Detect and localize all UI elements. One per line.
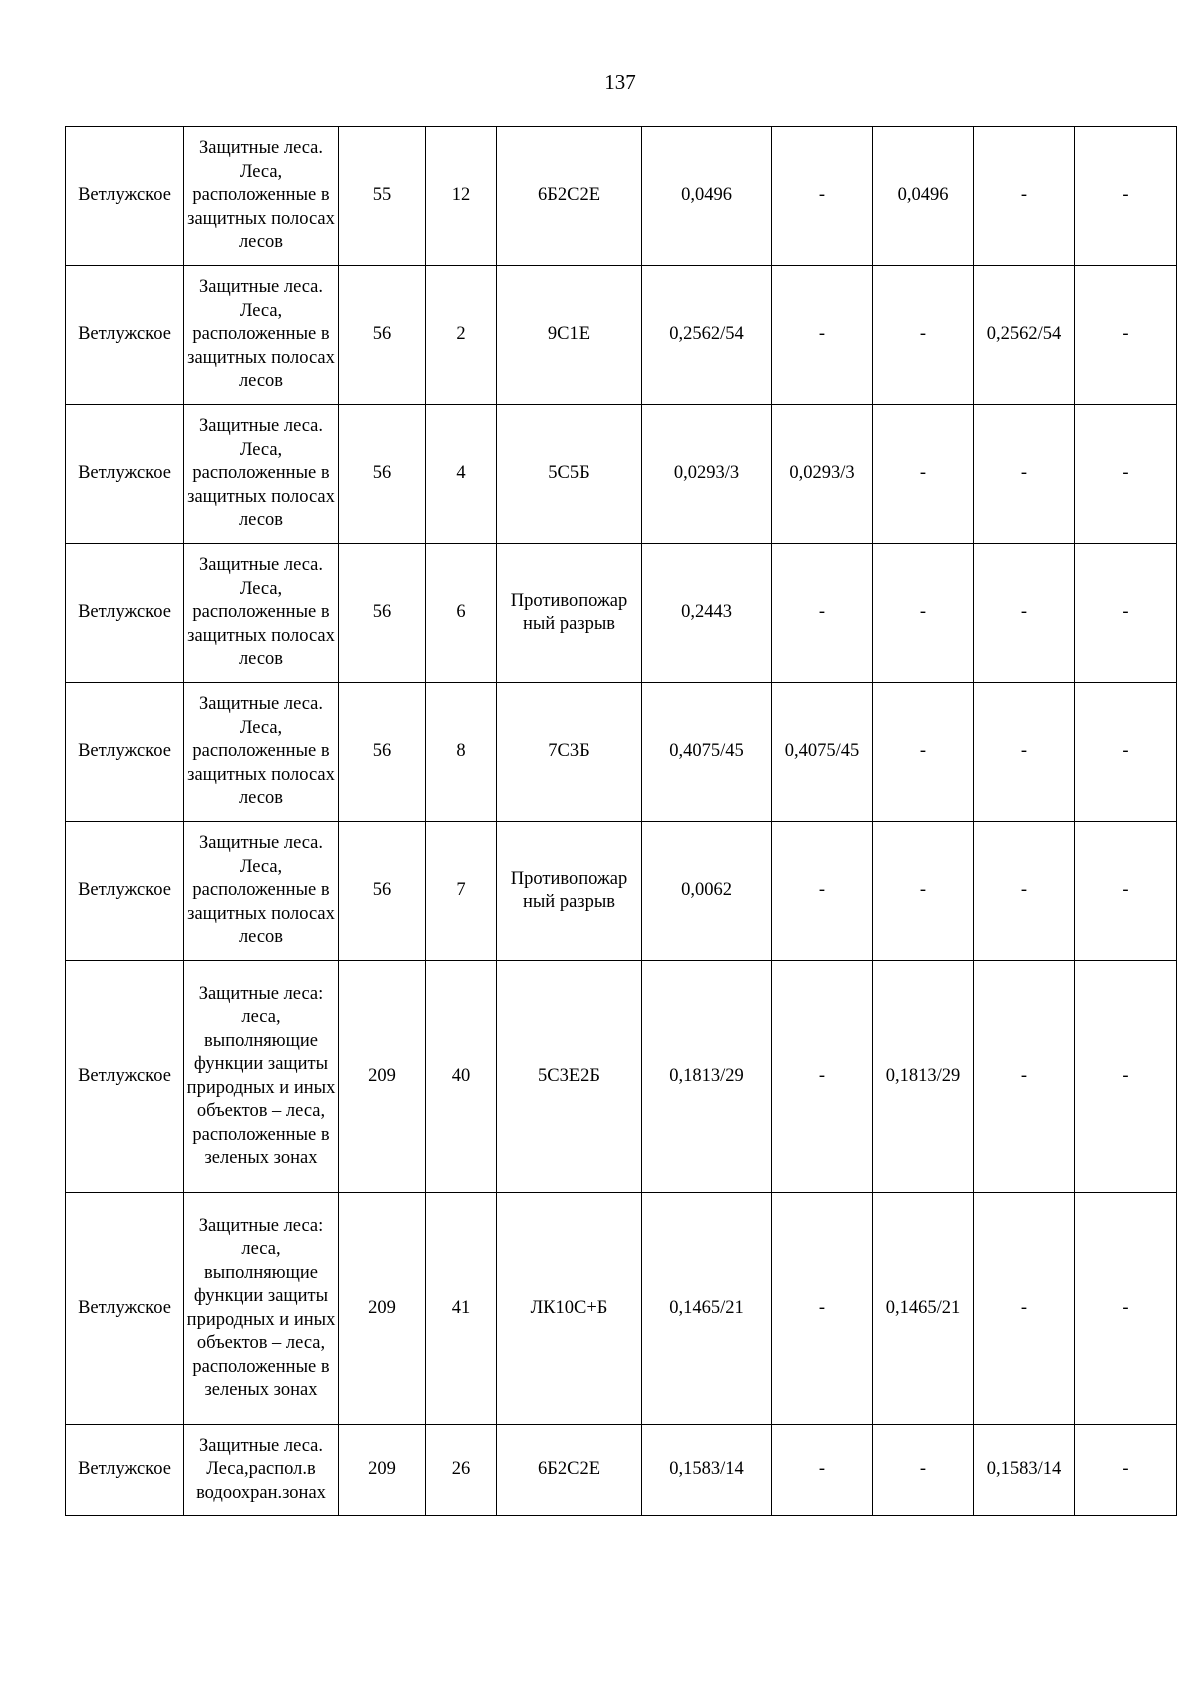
forestry-cell: Ветлужское — [66, 1425, 184, 1516]
area-cell: 0,2443 — [642, 544, 772, 683]
value-cell: - — [1075, 266, 1177, 405]
vydel-cell: 12 — [426, 127, 497, 266]
table-row — [66, 266, 1177, 405]
description-cell: Защитные леса. Леса, расположенные в защитных полосах лесов — [184, 822, 339, 961]
table-row — [66, 544, 1177, 683]
area-cell: 0,0293/3 — [642, 405, 772, 544]
value-cell: - — [873, 544, 974, 683]
kvartal-cell: 56 — [339, 683, 426, 822]
description-cell: Защитные леса: леса, выполняющие функции защиты природных и иных объектов – леса, расположенные в зеленых зонах — [184, 1193, 339, 1425]
value-cell: - — [974, 127, 1075, 266]
kvartal-cell: 56 — [339, 266, 426, 405]
value-cell: - — [873, 1425, 974, 1516]
kvartal-cell: 209 — [339, 961, 426, 1193]
kvartal-cell: 56 — [339, 544, 426, 683]
description-cell: Защитные леса. Леса,распол.в водоохран.зонах — [184, 1425, 339, 1516]
composition-cell: 5С3Е2Б — [497, 961, 642, 1193]
table-row — [66, 405, 1177, 544]
vydel-cell: 4 — [426, 405, 497, 544]
area-cell: 0,1813/29 — [642, 961, 772, 1193]
value-cell: 0,1813/29 — [873, 961, 974, 1193]
value-cell: - — [772, 1425, 873, 1516]
value-cell: 0,2562/54 — [974, 266, 1075, 405]
value-cell: 0,1583/14 — [974, 1425, 1075, 1516]
table-row — [66, 1193, 1177, 1425]
vydel-cell: 40 — [426, 961, 497, 1193]
value-cell: - — [974, 405, 1075, 544]
area-cell: 0,4075/45 — [642, 683, 772, 822]
value-cell: - — [974, 683, 1075, 822]
description-cell: Защитные леса. Леса, расположенные в защитных полосах лесов — [184, 266, 339, 405]
kvartal-cell: 56 — [339, 405, 426, 544]
value-cell: 0,0496 — [873, 127, 974, 266]
vydel-cell: 7 — [426, 822, 497, 961]
kvartal-cell: 209 — [339, 1193, 426, 1425]
area-cell: 0,1465/21 — [642, 1193, 772, 1425]
description-cell: Защитные леса: леса, выполняющие функции защиты природных и иных объектов – леса, расположенные в зеленых зонах — [184, 961, 339, 1193]
forestry-cell: Ветлужское — [66, 544, 184, 683]
value-cell: - — [1075, 1425, 1177, 1516]
composition-cell: Противопожар ный разрыв — [497, 544, 642, 683]
value-cell: - — [974, 544, 1075, 683]
vydel-cell: 26 — [426, 1425, 497, 1516]
description-cell: Защитные леса. Леса, расположенные в защитных полосах лесов — [184, 544, 339, 683]
kvartal-cell: 56 — [339, 822, 426, 961]
vydel-cell: 8 — [426, 683, 497, 822]
value-cell: - — [873, 405, 974, 544]
value-cell: - — [873, 683, 974, 822]
value-cell: 0,4075/45 — [772, 683, 873, 822]
value-cell: 0,1465/21 — [873, 1193, 974, 1425]
table-row — [66, 822, 1177, 961]
value-cell: - — [772, 961, 873, 1193]
forest-plots-table — [65, 126, 1177, 1516]
table-row — [66, 127, 1177, 266]
description-cell: Защитные леса. Леса, расположенные в защитных полосах лесов — [184, 405, 339, 544]
vydel-cell: 6 — [426, 544, 497, 683]
value-cell: - — [1075, 683, 1177, 822]
area-cell: 0,0062 — [642, 822, 772, 961]
value-cell: - — [772, 822, 873, 961]
forestry-cell: Ветлужское — [66, 127, 184, 266]
value-cell: - — [772, 266, 873, 405]
table-row — [66, 1425, 1177, 1516]
value-cell: - — [1075, 1193, 1177, 1425]
area-cell: 0,1583/14 — [642, 1425, 772, 1516]
description-cell: Защитные леса. Леса, расположенные в защитных полосах лесов — [184, 127, 339, 266]
value-cell: - — [1075, 127, 1177, 266]
forestry-cell: Ветлужское — [66, 405, 184, 544]
composition-cell: 6Б2С2Е — [497, 1425, 642, 1516]
value-cell: - — [974, 822, 1075, 961]
value-cell: - — [772, 1193, 873, 1425]
value-cell: 0,0293/3 — [772, 405, 873, 544]
vydel-cell: 2 — [426, 266, 497, 405]
forestry-cell: Ветлужское — [66, 961, 184, 1193]
value-cell: - — [873, 822, 974, 961]
composition-cell: 6Б2С2Е — [497, 127, 642, 266]
table-row — [66, 683, 1177, 822]
value-cell: - — [873, 266, 974, 405]
kvartal-cell: 209 — [339, 1425, 426, 1516]
composition-cell: ЛК10С+Б — [497, 1193, 642, 1425]
value-cell: - — [974, 1193, 1075, 1425]
value-cell: - — [1075, 822, 1177, 961]
value-cell: - — [772, 544, 873, 683]
forestry-cell: Ветлужское — [66, 266, 184, 405]
description-cell: Защитные леса. Леса, расположенные в защитных полосах лесов — [184, 683, 339, 822]
value-cell: - — [1075, 961, 1177, 1193]
value-cell: - — [1075, 405, 1177, 544]
forestry-cell: Ветлужское — [66, 683, 184, 822]
kvartal-cell: 55 — [339, 127, 426, 266]
composition-cell: Противопожар ный разрыв — [497, 822, 642, 961]
composition-cell: 9С1Е — [497, 266, 642, 405]
page-number: 137 — [604, 70, 636, 94]
composition-cell: 5С5Б — [497, 405, 642, 544]
vydel-cell: 41 — [426, 1193, 497, 1425]
forestry-cell: Ветлужское — [66, 822, 184, 961]
value-cell: - — [974, 961, 1075, 1193]
forestry-cell: Ветлужское — [66, 1193, 184, 1425]
composition-cell: 7С3Б — [497, 683, 642, 822]
area-cell: 0,2562/54 — [642, 266, 772, 405]
area-cell: 0,0496 — [642, 127, 772, 266]
table-row — [66, 961, 1177, 1193]
value-cell: - — [1075, 544, 1177, 683]
value-cell: - — [772, 127, 873, 266]
